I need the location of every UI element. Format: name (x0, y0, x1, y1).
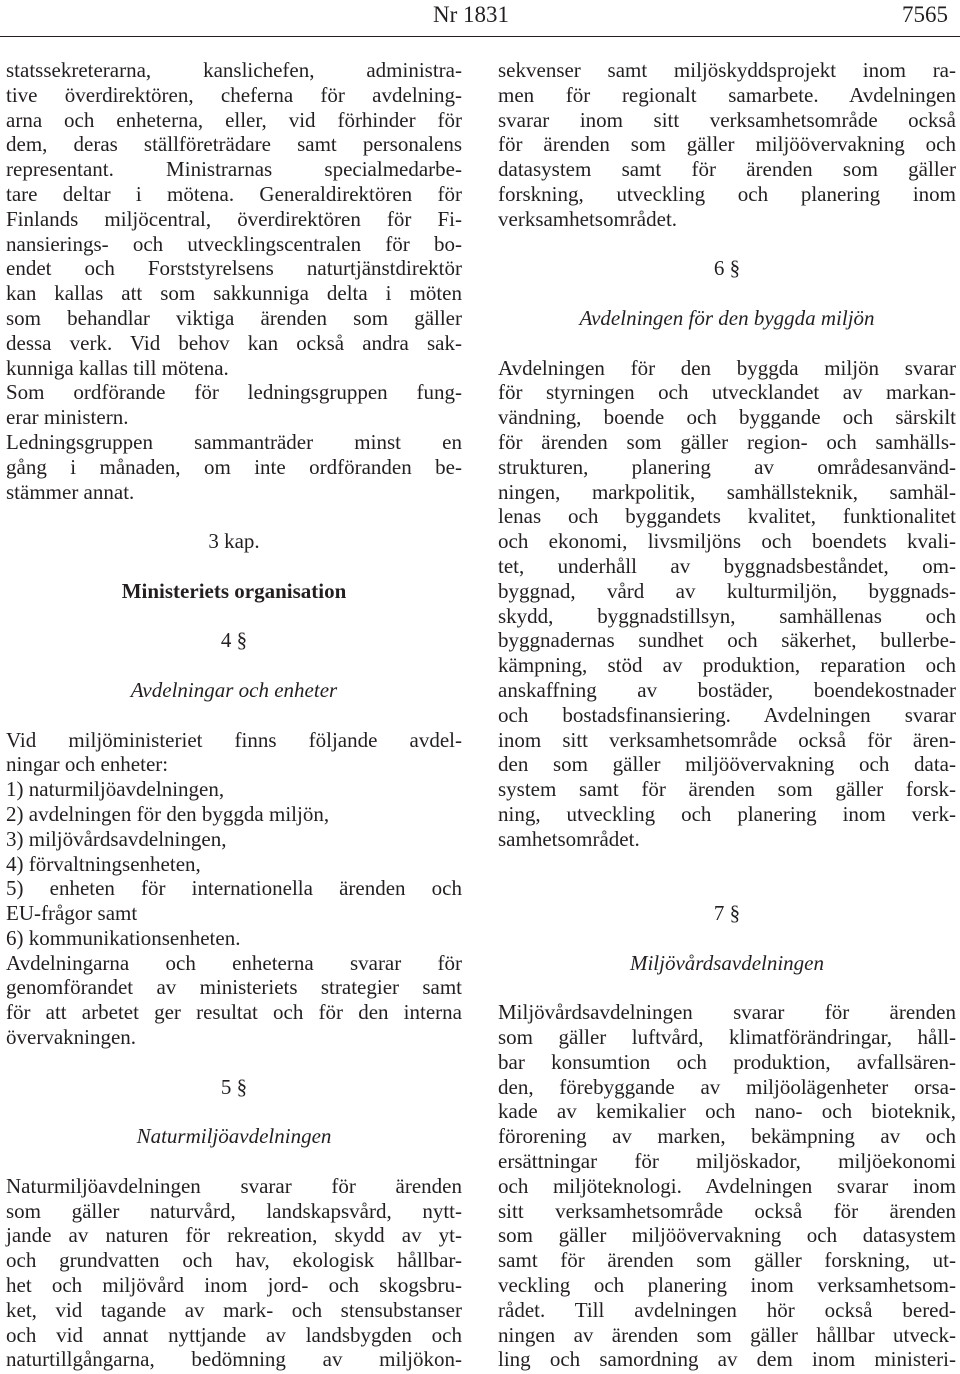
spacer (6, 1149, 462, 1174)
text-line: och ekonomi, livsmiljöns och boendets kvali- (498, 529, 956, 554)
text-line: 2) avdelningen för den byggda miljön, (6, 801, 330, 826)
text-line: bar konsumtion och produktion, avfallsären- (498, 1049, 956, 1074)
text-line: het och miljövård inom jord- och skogsbru- (6, 1273, 462, 1298)
text-line: kunniga kallas till mötena. (6, 355, 229, 380)
spacer (498, 975, 956, 1000)
text-line: ningen av ärenden som gäller hållbar utveck- (498, 1322, 956, 1347)
chapter-heading: Ministeriets organisation (121, 578, 347, 603)
spacer (6, 504, 462, 529)
text-line: Avdelningen för den byggda miljön svarar (498, 355, 956, 380)
text-line: och bostadsfinansiering. Avdelningen svarar (498, 702, 956, 727)
text-line: Finlands miljöcentral, överdirektören för Fi- (6, 206, 462, 231)
text-line: datasystem samt för ärenden som gäller (498, 157, 956, 182)
text-line: men för regionalt samarbete. Avdelningen (498, 82, 956, 107)
text-line: ningar och enheter: (6, 752, 169, 777)
page-number: 7565 (902, 2, 948, 27)
section-number: 5 § (220, 1074, 248, 1099)
text-line: för styrningen och utvecklandet av markan- (498, 380, 956, 405)
text-line: den, förebyggande av miljöolägenheter orsa- (498, 1074, 956, 1099)
spacer (6, 1099, 462, 1124)
spacer (498, 852, 956, 877)
text-line: arna och enheterna, eller, vid förhinder för (6, 107, 462, 132)
text-line: Avdelningarna och enheterna svarar för (6, 950, 462, 975)
spacer (498, 232, 956, 257)
text-line: kade av kemikalier och nano- och bioteknik, (498, 1099, 956, 1124)
section-number: 6 § (713, 256, 741, 281)
spacer (6, 653, 462, 678)
text-line: nansierings- och utvecklingscentralen för bo- (6, 231, 462, 256)
text-line: inom sitt verksamhetsområde också för ären- (498, 727, 956, 752)
text-line: och grundvatten och hav, ekologisk hållbar- (6, 1248, 462, 1273)
text-line: strukturen, planering av områdesanvänd- (498, 454, 956, 479)
text-line: ning, utveckling och planering inom verk- (498, 801, 956, 826)
text-line: som gäller luftvård, klimatförändringar, håll- (498, 1025, 956, 1050)
text-line: skydd, byggnadstillsyn, samhällenas och (498, 603, 956, 628)
text-line: ket, vid tagande av mark- och stensubstanser (6, 1297, 462, 1322)
text-line: forskning, utveckling och planering inom (498, 181, 956, 206)
text-line: sitt verksamhetsområde också för ärenden (498, 1198, 956, 1223)
text-line: som gäller miljöövervakning och datasystem (498, 1223, 956, 1248)
text-line: 3) miljövårdsavdelningen, (6, 826, 227, 851)
text-line: Som ordförande för ledningsgruppen fung- (6, 380, 462, 405)
text-line: tive överdirektören, cheferna för avdelning- (6, 82, 462, 107)
text-line: och miljöteknologi. Avdelningen svarar inom (498, 1173, 956, 1198)
spacer (498, 876, 956, 901)
text-line: ling och samordning av dem inom ministeri- (498, 1347, 956, 1372)
text-line: för att arbetet ger resultat och för den interna (6, 1000, 462, 1025)
section-number: 3 kap. (208, 529, 260, 554)
text-line: som behandlar viktiga ärenden som gäller (6, 305, 462, 330)
text-line: förorening av marken, bekämpning av och (498, 1124, 956, 1149)
text-line: svarar inom sitt verksamhetsområde också (498, 107, 956, 132)
text-line: system samt för ärenden som gäller forsk- (498, 777, 956, 802)
text-line: ersättningar för miljöskador, miljöekonomi (498, 1149, 956, 1174)
text-line: dem, deras ställföreträdare samt personalens (6, 132, 462, 157)
right-column (498, 58, 956, 1372)
text-line: som gäller naturvård, landskapsvård, nytt- (6, 1198, 462, 1223)
text-line: tare deltar i mötena. Generaldirektören för (6, 181, 462, 206)
spacer (498, 281, 956, 306)
text-line: dessa verk. Vid behov kan också andra sak- (6, 330, 462, 355)
text-line: för ärenden som gäller region- och samhälls- (498, 429, 956, 454)
text-line: byggnadernas sundhet och säkerhet, bullerbe- (498, 628, 956, 653)
text-line: och vid annat nyttjande av landsbygden och (6, 1322, 462, 1347)
text-line: rådet. Till avdelningen hör också bered- (498, 1297, 956, 1322)
page-header (0, 0, 960, 38)
section-number: 7 § (713, 901, 741, 926)
text-line: Ledningsgruppen sammanträder minst en (6, 429, 462, 454)
spacer (6, 604, 462, 629)
text-line: 4) förvaltningsenheten, (6, 851, 201, 876)
text-line: verksamhetsområdet. (498, 206, 678, 231)
text-line: erar ministern. (6, 405, 129, 430)
text-line: naturtillgångarna, bedömning av miljökon- (6, 1347, 462, 1372)
text-line: statssekreterarna, kanslichefen, administra- (6, 58, 462, 82)
text-line: Miljövårdsavdelningen svarar för ärenden (498, 1000, 956, 1025)
text-line: stämmer annat. (6, 479, 135, 504)
text-line: representant. Ministrarnas specialmedarbe- (6, 157, 462, 182)
text-line: samt för ärenden som gäller forskning, ut- (498, 1248, 956, 1273)
text-line: 1) naturmiljöavdelningen, (6, 777, 225, 802)
text-line: ningen, markpolitik, samhällsteknik, samhäl- (498, 479, 956, 504)
spacer (6, 703, 462, 728)
text-line: gång i månaden, om inte ordföranden be- (6, 454, 462, 479)
text-line: kan kallas att som sakkunniga delta i möten (6, 281, 462, 306)
statute-number: Nr 1831 (433, 2, 510, 27)
text-line: lenas och byggandets kvalitet, funktionalitet (498, 504, 956, 529)
text-line: Naturmiljöavdelningen svarar för ärenden (6, 1173, 462, 1198)
text-line: endet och Forststyrelsens naturtjänstdirektör (6, 256, 462, 281)
text-line: tet, underhåll av byggnadsbeståndet, om- (498, 553, 956, 578)
text-line: sekvenser samt miljöskyddsprojekt inom ra- (498, 58, 956, 82)
section-heading: Naturmiljöavdelningen (136, 1124, 332, 1149)
spacer (6, 1050, 462, 1075)
text-line: Vid miljöministeriet finns följande avdel- (6, 727, 462, 752)
spacer (498, 926, 956, 951)
section-heading: Miljövårdsavdelningen (629, 950, 824, 975)
left-column (6, 58, 462, 1372)
text-line: övervakningen. (6, 1025, 137, 1050)
spacer (498, 331, 956, 356)
text-line: för ärenden som gäller miljöövervakning och (498, 132, 956, 157)
section-heading: Avdelningar och enheter (130, 677, 338, 702)
text-line: 6) kommunikationsenheten. (6, 925, 241, 950)
text-line: veckling och planering inom verksamhetsom- (498, 1273, 956, 1298)
text-line: genomförandet av ministeriets strategier samt (6, 975, 462, 1000)
header-rule (0, 36, 960, 37)
spacer (6, 554, 462, 579)
text-line: 5) enheten för internationella ärenden och (6, 876, 462, 901)
text-line: den som gäller miljöövervakning och data- (498, 752, 956, 777)
text-line: kämpning, stöd av produktion, reparation och (498, 653, 956, 678)
text-line: byggnad, vård av kulturmiljön, byggnads- (498, 578, 956, 603)
text-line: anskaffning av bostäder, boendekostnader (498, 677, 956, 702)
text-line: EU-frågor samt (6, 901, 138, 926)
section-number: 4 § (220, 628, 248, 653)
text-line: vändning, boende och byggande och särskilt (498, 405, 956, 430)
section-heading: Avdelningen för den byggda miljön (579, 305, 875, 330)
text-line: samhetsområdet. (498, 826, 640, 851)
text-line: jande av naturen för rekreation, skydd av yt- (6, 1223, 462, 1248)
